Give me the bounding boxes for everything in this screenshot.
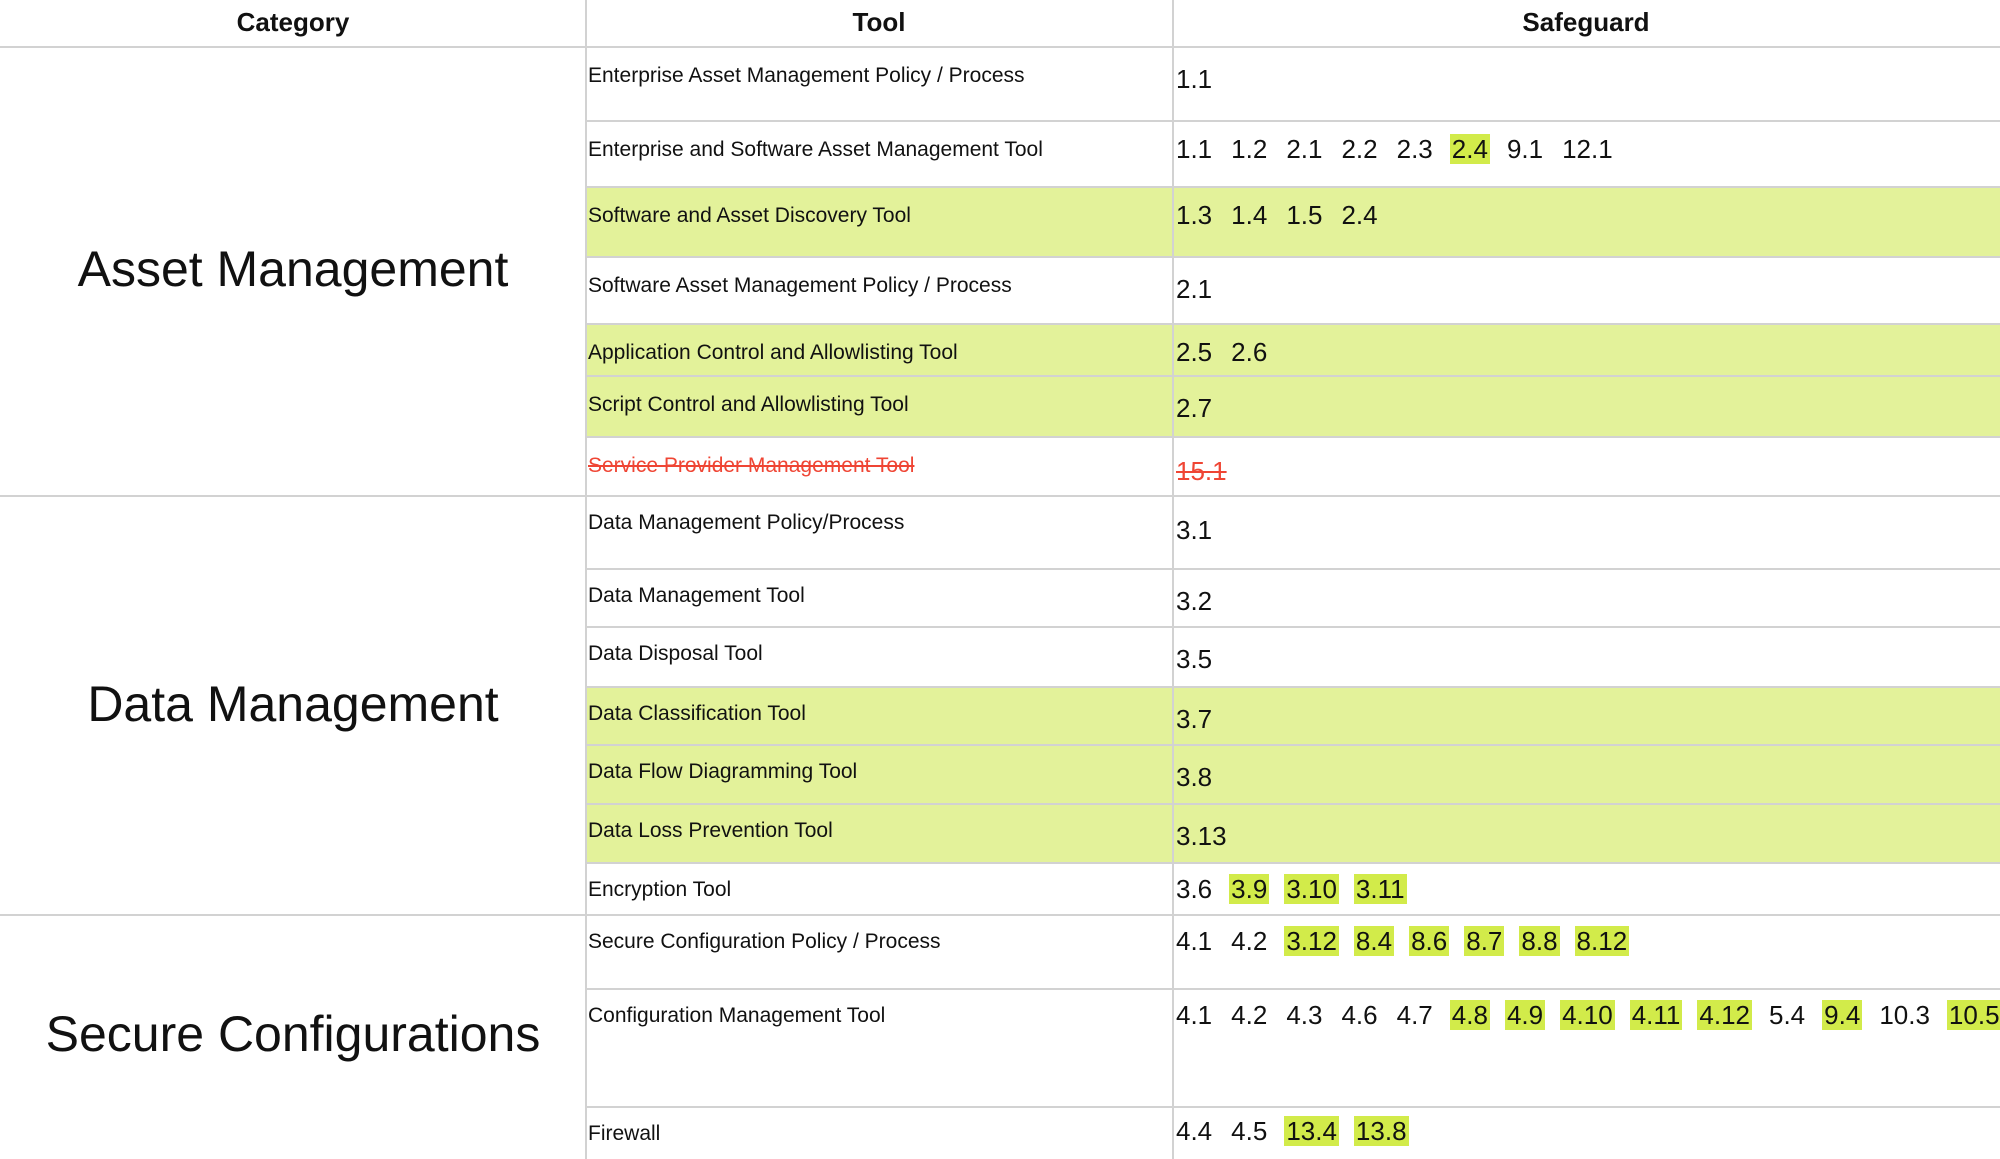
safeguard-id-highlighted: 9.4 <box>1824 1000 1861 1030</box>
safeguard-id: 10.3 <box>1879 1000 1930 1030</box>
safeguard-id-highlighted: 3.12 <box>1286 926 1337 956</box>
safeguard-id: 5.4 <box>1769 1000 1806 1030</box>
safeguard-id-highlighted: 8.7 <box>1466 926 1503 956</box>
grid-line-horizontal <box>0 914 586 916</box>
safeguard-id-highlighted: 4.11 <box>1631 1000 1681 1030</box>
safeguard-id: 3.1 <box>1176 515 1213 545</box>
safeguard-id-highlighted: 13.8 <box>1355 1116 1407 1146</box>
safeguard-id: 2.3 <box>1396 134 1433 164</box>
safeguard-id: 4.5 <box>1231 1116 1268 1146</box>
safeguard-id: 3.13 <box>1176 821 1227 851</box>
safeguard-id: 4.1 <box>1176 926 1213 956</box>
safeguard-id-highlighted: 10.5 <box>1948 1000 2000 1030</box>
safeguard-id-highlighted: 3.10 <box>1286 874 1337 904</box>
grid-line-horizontal <box>586 988 2000 990</box>
tool-name: Configuration Management Tool <box>588 1004 886 1027</box>
grid-line-horizontal <box>586 568 2000 570</box>
tool-name: Secure Configuration Policy / Process <box>588 930 941 953</box>
grid-line-horizontal <box>586 914 2000 916</box>
safeguard-id: 1.5 <box>1286 200 1323 230</box>
safeguard-list <box>1174 704 1229 735</box>
safeguard-list <box>1174 393 1229 424</box>
safeguard-list <box>1174 64 1229 95</box>
safeguard-id-highlighted: 4.10 <box>1562 1000 1613 1030</box>
safeguard-list <box>1174 515 1229 546</box>
tool-name: Encryption Tool <box>588 878 732 901</box>
grid-line-horizontal <box>586 375 2000 377</box>
safeguard-id: 4.2 <box>1231 926 1268 956</box>
grid-line-vertical <box>1172 0 1174 1159</box>
tool-name: Software and Asset Discovery Tool <box>588 204 911 227</box>
safeguard-id: 2.7 <box>1176 393 1213 423</box>
safeguard-list <box>1174 200 1395 231</box>
safeguard-id: 9.1 <box>1506 134 1544 164</box>
grid-line-vertical <box>585 0 587 1159</box>
category-data-management: Data Management <box>87 676 499 732</box>
safeguard-id: 2.6 <box>1231 337 1268 367</box>
safeguard-id-highlighted: 8.6 <box>1411 926 1448 956</box>
safeguard-id: 2.1 <box>1286 134 1323 164</box>
safeguard-id: 1.4 <box>1231 200 1268 230</box>
tool-name: Software Asset Management Policy / Process <box>588 274 1012 297</box>
safeguard-list <box>1174 1116 1424 1147</box>
tool-name: Application Control and Allowlisting Tool <box>588 341 958 364</box>
grid-line-horizontal <box>586 256 2000 258</box>
safeguard-list <box>1174 821 1244 852</box>
tool-name: Enterprise and Software Asset Management Tool <box>588 138 1043 161</box>
safeguard-id: 1.1 <box>1176 134 1213 164</box>
tool-name: Script Control and Allowlisting Tool <box>588 393 909 416</box>
tool-name: Data Classification Tool <box>588 702 806 725</box>
grid-line-horizontal <box>586 862 2000 864</box>
tool-name: Enterprise Asset Management Policy / Process <box>588 64 1025 87</box>
safeguard-id: 2.4 <box>1341 200 1378 230</box>
safeguard-id: 1.3 <box>1176 200 1213 230</box>
safeguard-id: 3.5 <box>1176 644 1213 674</box>
safeguard-id: 4.7 <box>1396 1000 1433 1030</box>
category-secure-configurations: Secure Configurations <box>45 1006 541 1062</box>
grid-line-horizontal <box>586 120 2000 122</box>
grid-line-horizontal <box>586 686 2000 688</box>
safeguard-id: 3.2 <box>1176 586 1213 616</box>
safeguard-id: 15.1 <box>1176 456 1227 486</box>
tool-name: Data Management Policy/Process <box>588 511 905 534</box>
safeguard-id: 2.5 <box>1176 337 1213 367</box>
safeguard-id: 3.8 <box>1176 762 1213 792</box>
safeguard-id-highlighted: 13.4 <box>1286 1116 1337 1146</box>
safeguard-id: 1.1 <box>1176 64 1213 94</box>
safeguard-list <box>1174 337 1284 368</box>
tool-name: Data Management Tool <box>588 584 805 607</box>
safeguard-id: 4.6 <box>1341 1000 1378 1030</box>
safeguard-list <box>1174 644 1229 675</box>
safeguard-list <box>1174 762 1229 793</box>
safeguard-list <box>1174 134 1630 165</box>
safeguard-id-highlighted: 3.9 <box>1231 874 1268 904</box>
grid-line-horizontal <box>586 323 2000 325</box>
safeguard-id: 4.4 <box>1176 1116 1213 1146</box>
grid-line-horizontal <box>0 46 2000 48</box>
safeguard-id: 12.1 <box>1562 134 1613 164</box>
safeguard-list <box>1174 456 1244 487</box>
safeguard-id: 4.1 <box>1176 1000 1213 1030</box>
grid-line-horizontal <box>586 1106 2000 1108</box>
header-category: Category <box>236 7 350 37</box>
safeguard-id: 2.2 <box>1341 134 1378 164</box>
safeguard-id-highlighted: 8.4 <box>1355 926 1393 956</box>
safeguard-list <box>1174 926 1644 957</box>
safeguard-list <box>1174 1000 2000 1031</box>
grid-line-horizontal <box>586 803 2000 805</box>
safeguard-id: 4.2 <box>1231 1000 1268 1030</box>
tool-name: Data Disposal Tool <box>588 642 763 665</box>
header-tool: Tool <box>852 7 906 37</box>
safeguard-id-highlighted: 8.8 <box>1521 926 1558 956</box>
safeguard-id-highlighted: 4.9 <box>1506 1000 1544 1030</box>
tool-name: Data Loss Prevention Tool <box>588 819 833 842</box>
category-asset-management: Asset Management <box>77 241 509 297</box>
tool-name: Service Provider Management Tool <box>588 454 915 477</box>
safeguard-id-highlighted: 2.4 <box>1451 134 1488 164</box>
header-safeguard: Safeguard <box>1522 7 1650 37</box>
safeguard-id: 4.3 <box>1286 1000 1323 1030</box>
safeguard-id-highlighted: 3.11 <box>1355 874 1405 904</box>
safeguard-id-highlighted: 8.12 <box>1576 926 1628 956</box>
safeguard-list <box>1174 274 1229 305</box>
safeguard-id: 2.1 <box>1176 274 1213 304</box>
grid-line-horizontal <box>586 186 2000 188</box>
grid-line-horizontal <box>0 495 586 497</box>
safeguard-id-highlighted: 4.8 <box>1451 1000 1488 1030</box>
safeguard-id-highlighted: 4.12 <box>1699 1000 1750 1030</box>
grid-line-horizontal <box>586 495 2000 497</box>
grid-line-horizontal <box>586 626 2000 628</box>
grid-line-horizontal <box>586 744 2000 746</box>
safeguard-id: 1.2 <box>1231 134 1268 164</box>
safeguard-id: 3.6 <box>1176 874 1213 904</box>
safeguard-list <box>1174 874 1422 905</box>
safeguard-list <box>1174 586 1229 617</box>
safeguard-id: 3.7 <box>1176 704 1213 734</box>
grid-line-horizontal <box>586 436 2000 438</box>
tool-name: Data Flow Diagramming Tool <box>588 760 858 783</box>
tool-name: Firewall <box>588 1122 661 1145</box>
